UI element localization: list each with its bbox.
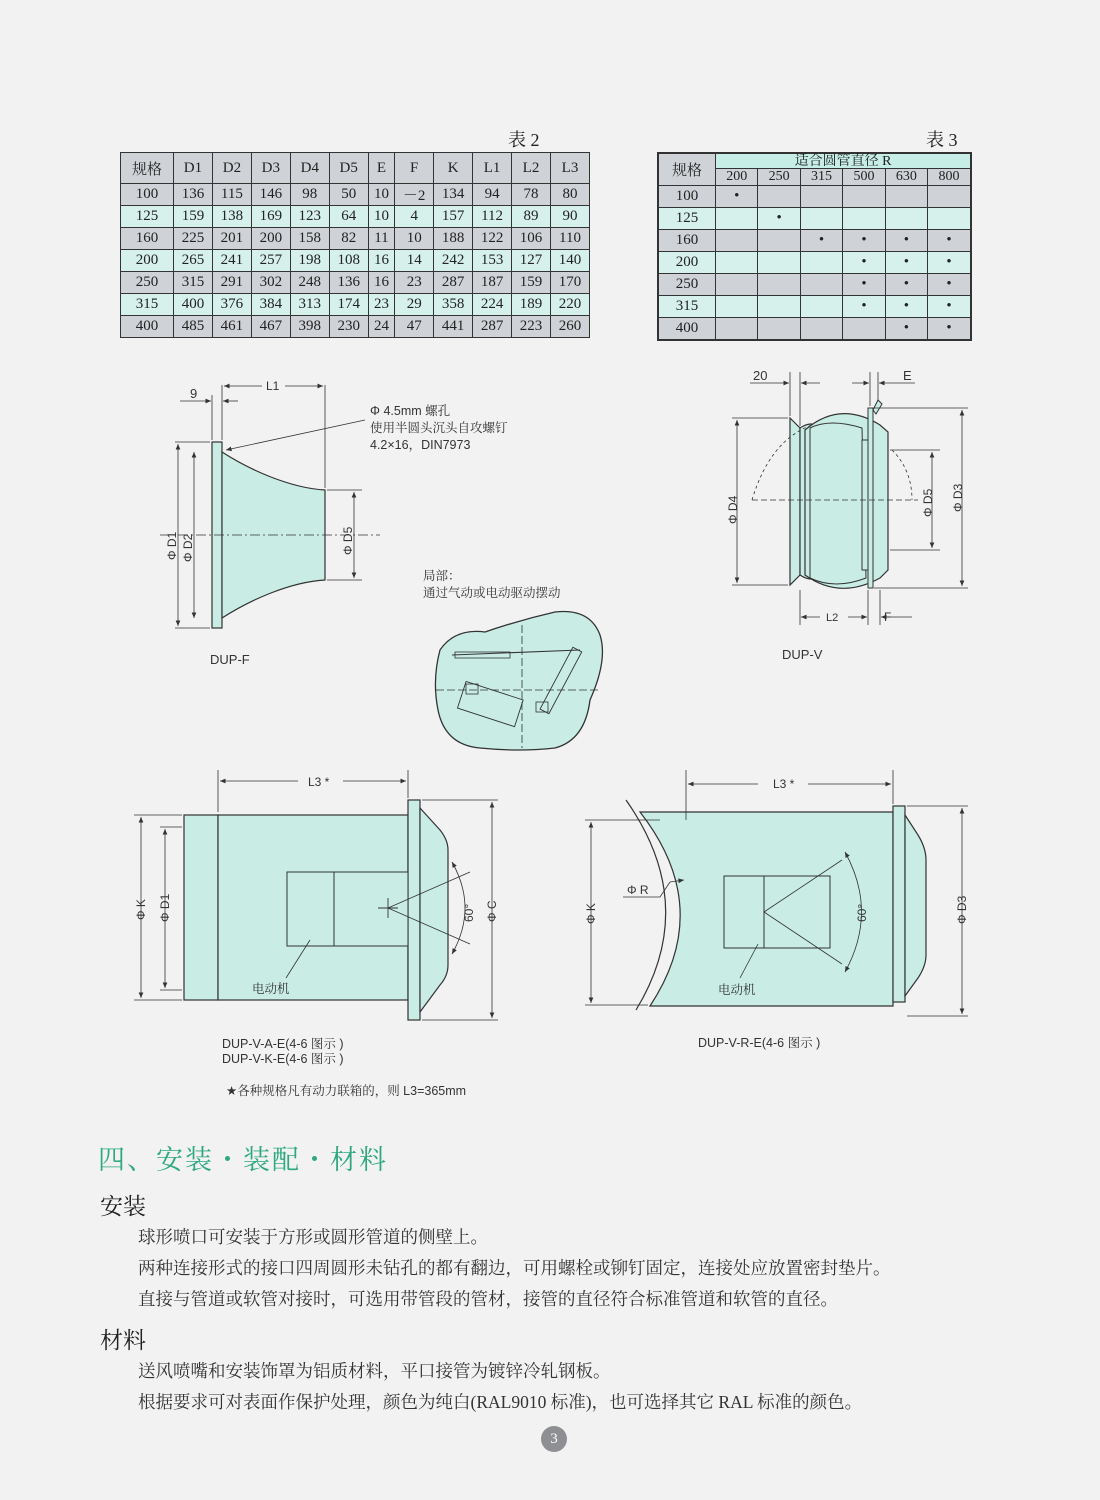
table3-mark-cell: •	[885, 318, 927, 341]
dupf-drawing	[160, 379, 508, 667]
table2-cell: 400	[121, 316, 174, 338]
table2-header-cell: D3	[251, 153, 290, 184]
table3-mark-cell: •	[928, 296, 971, 318]
table2-cell: 257	[251, 250, 290, 272]
table3-mark-cell: •	[928, 318, 971, 341]
table2-cell: 94	[473, 184, 512, 206]
table2-cell: 112	[473, 206, 512, 228]
table2-header-cell: E	[368, 153, 395, 184]
dupvr-dim-R: Φ R	[627, 883, 649, 897]
table2-cell: 376	[212, 294, 251, 316]
table2-cell: 110	[550, 228, 589, 250]
dupvr-dim-K: Φ K	[584, 903, 598, 924]
table2-cell: 291	[212, 272, 251, 294]
table3-mark-cell: •	[928, 252, 971, 274]
table2-cell: 98	[290, 184, 329, 206]
table2-cell: 315	[121, 294, 174, 316]
table2-cell: 11	[368, 228, 395, 250]
dupf-dim-D5: Φ D5	[341, 526, 355, 555]
dupva-drawing	[134, 770, 499, 1066]
table2-cell: 200	[121, 250, 174, 272]
table2-header-cell: L3	[550, 153, 589, 184]
table2-cell: 122	[473, 228, 512, 250]
detail-drawing	[423, 569, 602, 750]
table2-cell: 242	[434, 250, 473, 272]
table2-cell: 82	[329, 228, 368, 250]
dupva-dim-K: Φ K	[134, 899, 148, 920]
table3-mark-cell: •	[885, 230, 927, 252]
table2-cell: 287	[473, 316, 512, 338]
table2-cell: 200	[251, 228, 290, 250]
table2-cell: 153	[473, 250, 512, 272]
material-paragraph	[138, 1356, 862, 1418]
table3-mark-cell: •	[885, 296, 927, 318]
table3-column-header: 250	[758, 169, 800, 186]
table2-cell: 241	[212, 250, 251, 272]
dupvr-drawing	[584, 770, 969, 1050]
table2-cell: 100	[121, 184, 174, 206]
dupf-dim-L1: L1	[266, 379, 280, 393]
table3-caption: 表 3	[926, 130, 958, 150]
table2-cell: 485	[174, 316, 213, 338]
detail-text: 通过气动或电动驱动摆动	[423, 586, 561, 600]
dupv-dim-E: E	[903, 368, 912, 383]
table2-cell: 302	[251, 272, 290, 294]
table2-cell: 313	[290, 294, 329, 316]
table3-column-header: 500	[843, 169, 885, 186]
dupva-motor: 电动机	[252, 982, 290, 996]
table2-header-cell: D4	[290, 153, 329, 184]
table2-cell: 47	[395, 316, 434, 338]
table2-cell: 260	[550, 316, 589, 338]
table2-header-cell: D1	[174, 153, 213, 184]
table2-cell: 358	[434, 294, 473, 316]
table2-cell: 108	[329, 250, 368, 272]
table2-cell: 78	[512, 184, 551, 206]
table2-cell: 146	[251, 184, 290, 206]
install-title: 安装	[100, 1194, 146, 1220]
table3-mark-cell: •	[843, 230, 885, 252]
table2-cell: 140	[550, 250, 589, 272]
table3-mark-cell: •	[928, 274, 971, 296]
table3-mark-cell: •	[843, 274, 885, 296]
table2-cell: 138	[212, 206, 251, 228]
dupf-note2: 使用半圆头沉头自攻螺钉	[370, 421, 508, 435]
table2-cell: 14	[395, 250, 434, 272]
table2-header-cell: 规格	[121, 153, 174, 184]
table2-cell: 384	[251, 294, 290, 316]
table2-cell: 248	[290, 272, 329, 294]
table2-cell: 159	[174, 206, 213, 228]
table2-header-cell: L1	[473, 153, 512, 184]
material-line: 根据要求可对表面作保护处理，颜色为纯白(RAL9010 标准)，也可选择其它 RAL 标准的颜色。	[138, 1392, 863, 1412]
dupva-label1: DUP-V-A-E(4-6 图示 )	[222, 1037, 344, 1051]
table2-cell: 90	[550, 206, 589, 228]
table2-cell: 220	[550, 294, 589, 316]
page-number: 3	[541, 1426, 567, 1452]
dupf-note1: Φ 4.5mm 螺孔	[370, 404, 451, 418]
table2-cell: 80	[550, 184, 589, 206]
table2-cell: 125	[121, 206, 174, 228]
table2-cell: 169	[251, 206, 290, 228]
table2-cell: 16	[368, 272, 395, 294]
dupf-label: DUP-F	[210, 652, 250, 667]
table2-cell: 106	[512, 228, 551, 250]
table3-mark-cell: •	[885, 274, 927, 296]
table2-cell: 10	[368, 184, 395, 206]
table2-cell: 287	[434, 272, 473, 294]
table2-header-cell: L2	[512, 153, 551, 184]
table2-header-cell: K	[434, 153, 473, 184]
table3-mark-cell: •	[928, 230, 971, 252]
table3-spec-cell: 100	[658, 186, 716, 208]
table3-mark-cell: •	[843, 252, 885, 274]
table2-cell: 225	[174, 228, 213, 250]
table2-header-cell: D5	[329, 153, 368, 184]
table3-spec-cell: 125	[658, 208, 716, 230]
table2-caption: 表 2	[508, 130, 540, 150]
install-line: 两种连接形式的接口四周圆形未钻孔的都有翻边，可用螺栓或铆钉固定，连接处应放置密封垫片。	[138, 1258, 891, 1278]
dupvr-angle: 60°	[855, 903, 869, 922]
dupv-dim-D3: Φ D3	[951, 483, 965, 512]
dupva-dim-L3: L3 *	[308, 775, 330, 789]
table2-cell: 188	[434, 228, 473, 250]
table2-cell: 201	[212, 228, 251, 250]
table2-cell: 50	[329, 184, 368, 206]
table2-cell: －2	[395, 184, 434, 206]
table2-cell: 265	[174, 250, 213, 272]
dupva-angle: 60°	[462, 903, 476, 922]
table3-mark-cell: •	[885, 252, 927, 274]
table2-cell: 134	[434, 184, 473, 206]
dupva-dim-D1: Φ D1	[158, 893, 172, 922]
table2-cell: 224	[473, 294, 512, 316]
table3-spec-cell: 250	[658, 274, 716, 296]
dupf-dim-9: 9	[190, 386, 198, 401]
table2-cell: 441	[434, 316, 473, 338]
table2-cell: 127	[512, 250, 551, 272]
table2-header-cell: D2	[212, 153, 251, 184]
table3-column-header: 200	[716, 169, 758, 186]
table2-cell: 123	[290, 206, 329, 228]
table2-cell: 315	[174, 272, 213, 294]
dupv-dim-20: 20	[753, 368, 768, 383]
table2-cell: 136	[329, 272, 368, 294]
material-title: 材料	[100, 1328, 146, 1354]
table3-mark-cell: •	[843, 296, 885, 318]
table3-column-header: 630	[885, 169, 927, 186]
dupvr-label: DUP-V-R-E(4-6 图示 )	[698, 1036, 821, 1050]
table2-cell: 16	[368, 250, 395, 272]
table2-cell: 29	[395, 294, 434, 316]
table2-cell: 160	[121, 228, 174, 250]
table2-cell: 24	[368, 316, 395, 338]
table2-cell: 10	[368, 206, 395, 228]
table2-cell: 170	[550, 272, 589, 294]
table2-cell: 230	[329, 316, 368, 338]
table3-spec-cell: 200	[658, 252, 716, 274]
table3-mark-cell: •	[758, 208, 800, 230]
table2-cell: 250	[121, 272, 174, 294]
table3-spec-cell: 315	[658, 296, 716, 318]
table2-cell: 159	[512, 272, 551, 294]
table2-header-cell: F	[395, 153, 434, 184]
section-title: 四、安装・装配・材料	[98, 1145, 388, 1176]
table2-cell: 461	[212, 316, 251, 338]
table2-cell: 158	[290, 228, 329, 250]
dupv-dim-L2: L2	[826, 612, 839, 624]
table2-cell: 467	[251, 316, 290, 338]
table3-header-spec: 规格	[658, 153, 716, 186]
table2-cell: 174	[329, 294, 368, 316]
dupf-dim-D1: Φ D1	[165, 531, 179, 560]
dupv-dim-F: F	[884, 610, 892, 624]
table2-cell: 4	[395, 206, 434, 228]
table2-cell: 398	[290, 316, 329, 338]
table2-cell: 400	[174, 294, 213, 316]
dupva-label2: DUP-V-K-E(4-6 图示 )	[222, 1052, 344, 1066]
dupf-note3: 4.2×16，DIN7973	[370, 438, 471, 452]
table2-cell: 187	[473, 272, 512, 294]
table3-column-header: 800	[928, 169, 971, 186]
install-paragraph	[138, 1222, 891, 1315]
detail-title: 局部：	[423, 569, 461, 583]
table2-cell: 10	[395, 228, 434, 250]
footnote: ★各种规格凡有动力联箱的，则 L3=365mm	[226, 1084, 467, 1098]
table2-cell: 23	[395, 272, 434, 294]
table3-header-group: 适合圆管直径 R	[716, 153, 972, 169]
table2-cell: 136	[174, 184, 213, 206]
dupv-drawing	[726, 368, 968, 662]
dupvr-dim-D3: Φ D3	[955, 895, 969, 924]
table2-cell: 64	[329, 206, 368, 228]
dupva-dim-C: Φ C	[485, 900, 499, 922]
table3-column-header: 315	[800, 169, 842, 186]
table2-cell: 189	[512, 294, 551, 316]
table2-cell: 223	[512, 316, 551, 338]
dupvr-motor: 电动机	[718, 983, 756, 997]
dupf-dim-D2: Φ D2	[181, 533, 195, 562]
table2-cell: 198	[290, 250, 329, 272]
table3-spec-cell: 160	[658, 230, 716, 252]
dupv-label: DUP-V	[782, 647, 823, 662]
table2-cell: 89	[512, 206, 551, 228]
table3-mark-cell: •	[800, 230, 842, 252]
table2-cell: 23	[368, 294, 395, 316]
dupv-dim-D5: Φ D5	[921, 488, 935, 517]
table3-spec-cell: 400	[658, 318, 716, 341]
install-line: 球形喷口可安装于方形或圆形管道的侧壁上。	[138, 1227, 488, 1247]
table2-cell: 157	[434, 206, 473, 228]
material-line: 送风喷嘴和安装饰罩为铝质材料，平口接管为镀锌冷轧钢板。	[138, 1361, 611, 1381]
install-line: 直接与管道或软管对接时，可选用带管段的管材，接管的直径符合标准管道和软管的直径。	[138, 1289, 838, 1309]
dupvr-dim-L3: L3 *	[773, 777, 795, 791]
table2-cell: 115	[212, 184, 251, 206]
table3-mark-cell: •	[716, 186, 758, 208]
dupv-dim-D4: Φ D4	[726, 495, 740, 524]
